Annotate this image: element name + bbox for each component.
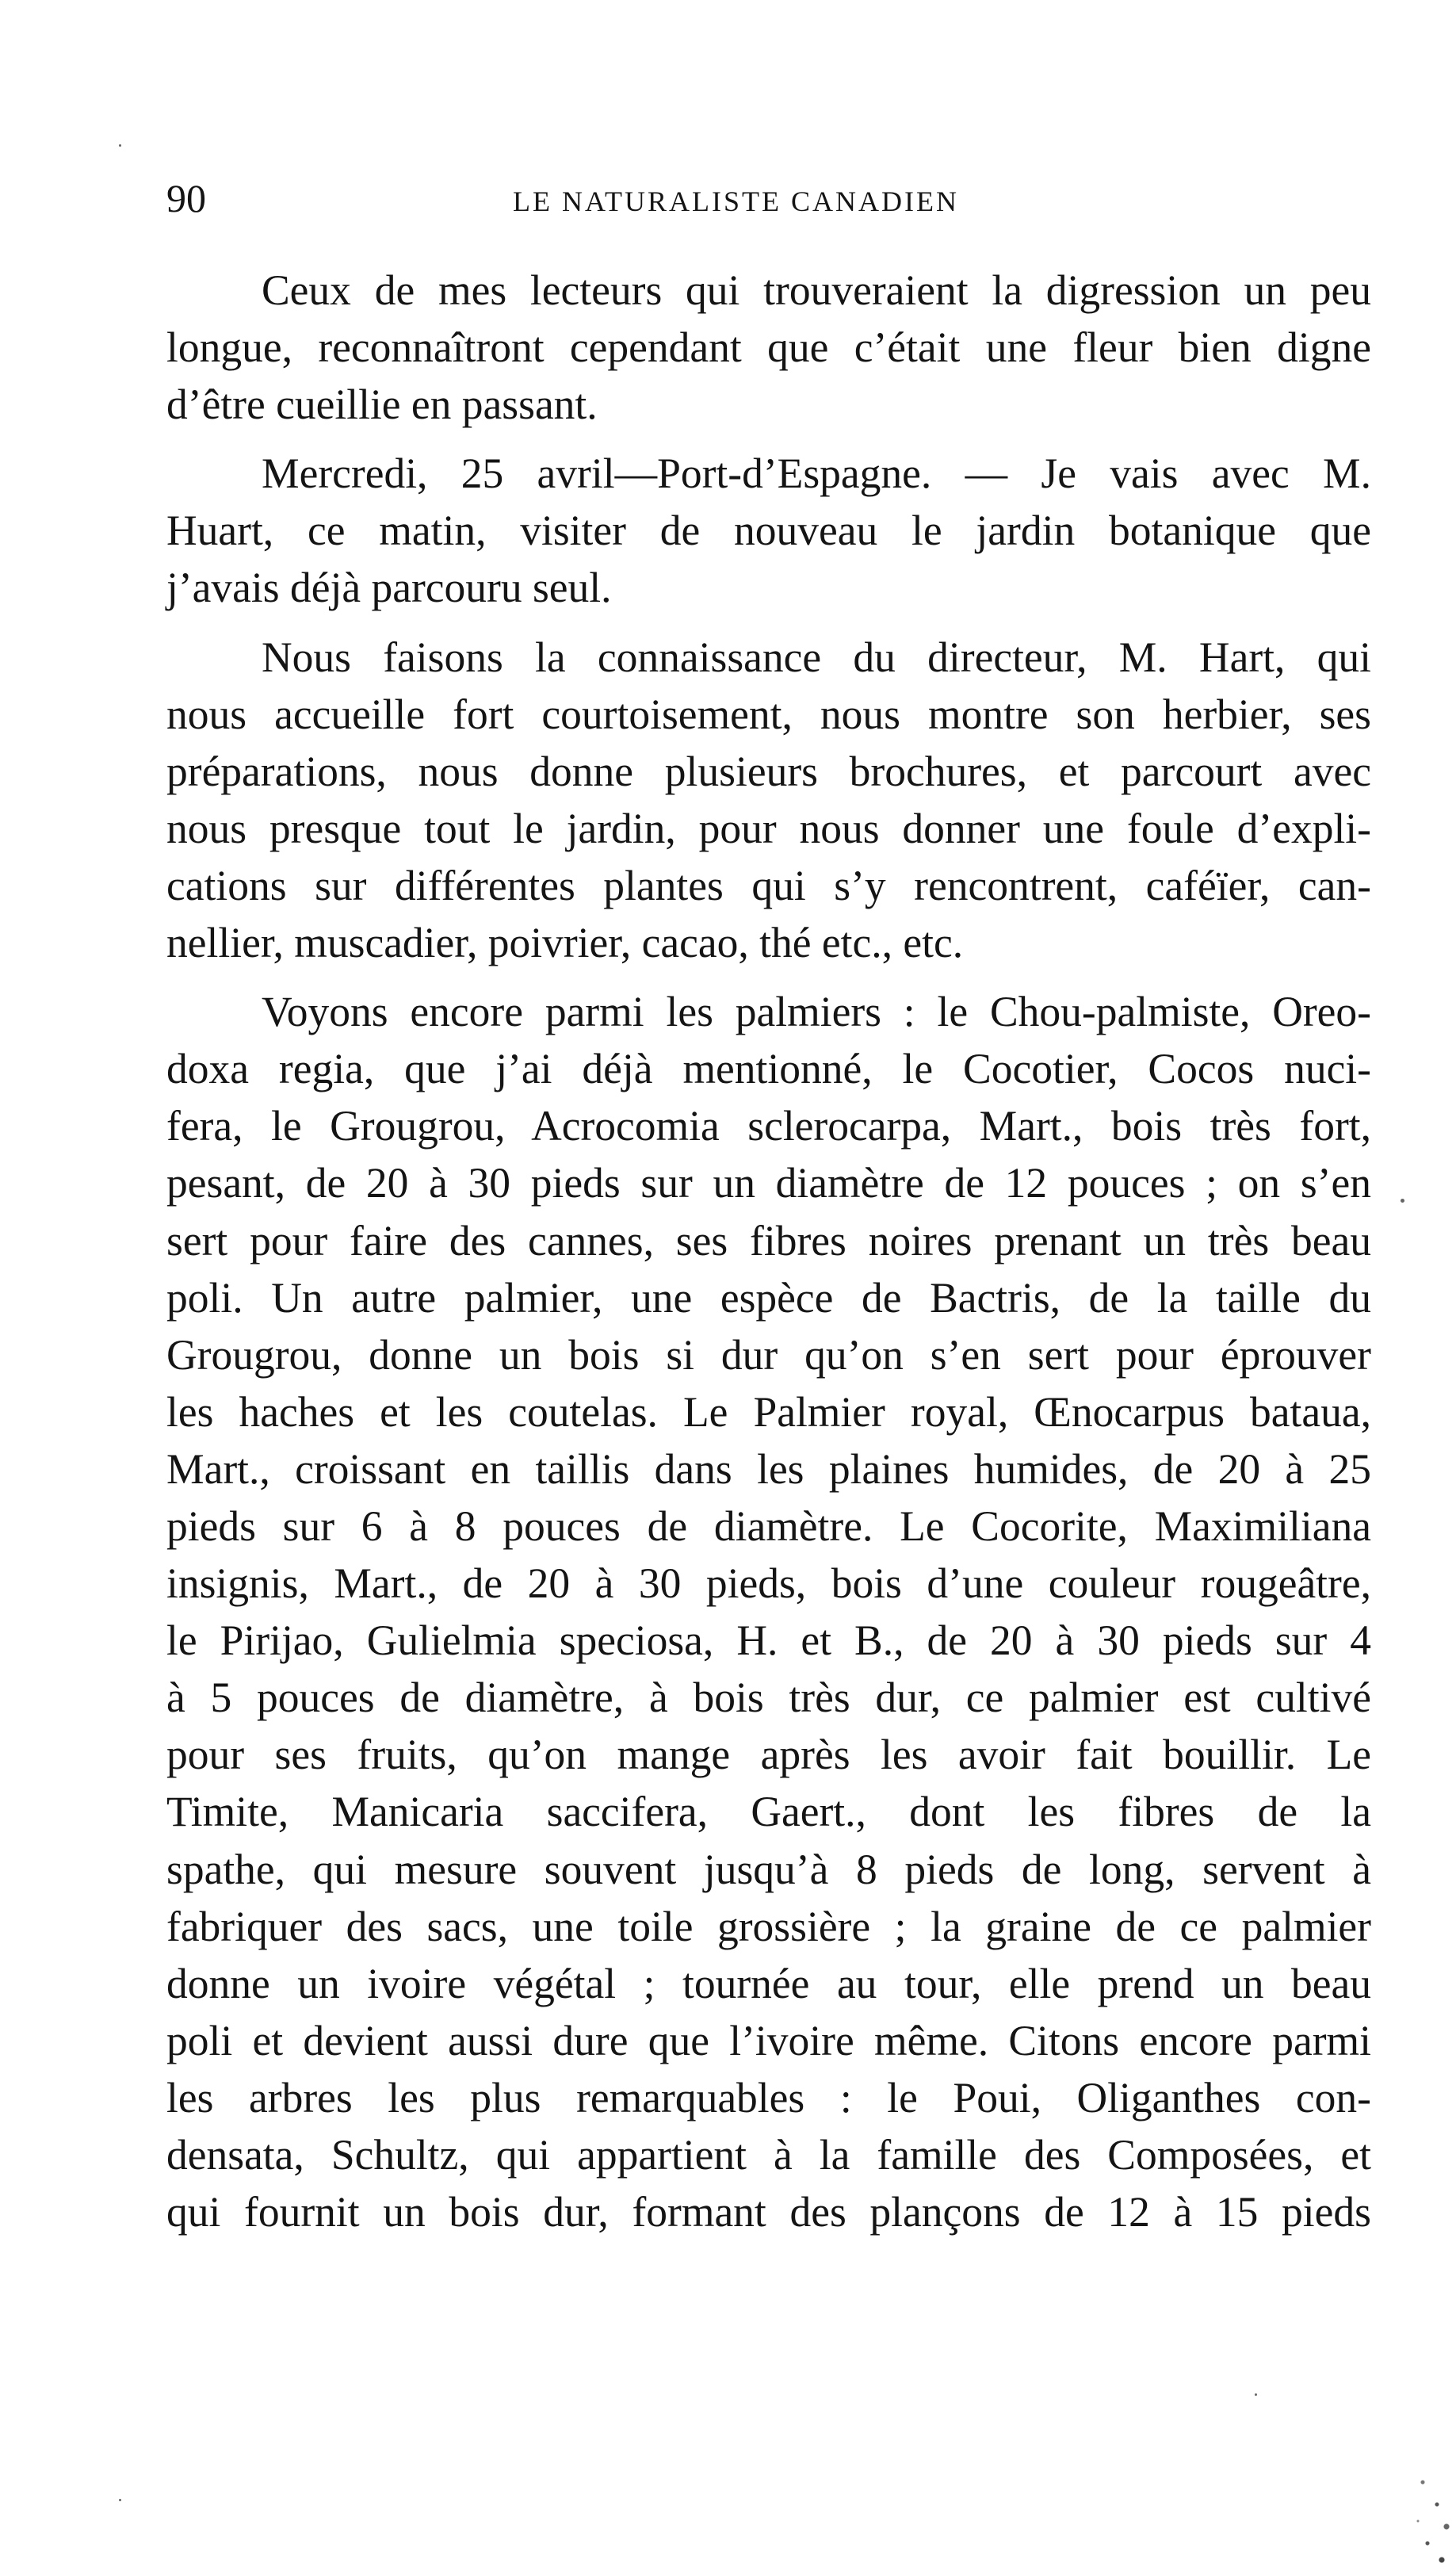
text-line: cations sur différentes plantes qui s’y rencontrent, caféïer, can- <box>166 861 1371 909</box>
text-line: densata, Schultz, qui appartient à la famille des Composées, et <box>166 2131 1371 2179</box>
text-line: Voyons encore parmi les palmiers : le Chou-palmiste, Oreo- <box>262 988 1371 1036</box>
paragraph-1 <box>166 262 1371 433</box>
text-line: pour ses fruits, qu’on mange après les avoir fait bouillir. Le <box>166 1731 1371 1779</box>
body-text <box>166 262 1371 2240</box>
text-line: Mercredi, 25 avril—Port-d’Espagne. — Je vais avec M. <box>262 450 1371 498</box>
paragraph-4 <box>166 983 1371 2240</box>
scan-speck <box>1401 1199 1404 1203</box>
text-line: nous presque tout le jardin, pour nous donner une foule d’expli- <box>166 804 1371 852</box>
text-line: Huart, ce matin, visiter de nouveau le jardin botanique que <box>166 507 1371 555</box>
text-line: poli. Un autre palmier, une espèce de Bactris, de la taille du <box>166 1273 1371 1322</box>
text-line: Ceux de mes lecteurs qui trouveraient la digression un peu <box>262 266 1371 314</box>
text-line: longue, reconnaîtront cependant que c’était une fleur bien digne <box>166 323 1371 372</box>
scan-speck <box>1255 2393 1257 2396</box>
scan-speck <box>119 144 121 147</box>
text-line: pieds sur 6 à 8 pouces de diamètre. Le Cocorite, Maximiliana <box>166 1502 1371 1550</box>
text-line: le Pirijao, Gulielmia speciosa, H. et B., de 20 à 30 pieds sur 4 <box>166 1616 1371 1665</box>
text-line: Grougrou, donne un bois si dur qu’on s’en sert pour éprouver <box>166 1330 1371 1379</box>
text-line: à 5 pouces de diamètre, à bois très dur, ce palmier est cultivé <box>166 1674 1371 1722</box>
page-header <box>166 176 1371 224</box>
page-number: 90 <box>166 176 206 220</box>
text-line: pesant, de 20 à 30 pieds sur un diamètre de 12 pouces ; on s’en <box>166 1159 1371 1207</box>
text-line: nous accueille fort courtoisement, nous montre son herbier, ses <box>166 690 1371 738</box>
text-line: Mart., croissant en taillis dans les plaines humides, de 20 à 25 <box>166 1444 1371 1493</box>
text-line: spathe, qui mesure souvent jusqu’à 8 pieds de long, servent à <box>166 1845 1371 1893</box>
scan-noise <box>1408 2460 1456 2571</box>
text-line: les haches et les coutelas. Le Palmier royal, Œnocarpus bataua, <box>166 1387 1371 1436</box>
text-line: poli et devient aussi dure que l’ivoire même. Citons encore parmi <box>166 2016 1371 2064</box>
text-line: doxa regia, que j’ai déjà mentionné, le Cocotier, Cocos nuci- <box>166 1045 1371 1093</box>
text-line: les arbres les plus remarquables : le Poui, Oliganthes con- <box>166 2073 1371 2121</box>
text-line: Timite, Manicaria saccifera, Gaert., dont les fibres de la <box>166 1788 1371 1836</box>
paragraph-2 <box>166 445 1371 616</box>
text-line: d’être cueillie en passant. <box>166 381 598 429</box>
text-line: donne un ivoire végétal ; tournée au tour, elle prend un beau <box>166 1959 1371 2007</box>
scan-speck <box>119 2499 121 2501</box>
text-line: fabriquer des sacs, une toile grossière ; la graine de ce palmier <box>166 1902 1371 1950</box>
text-line: j’avais déjà parcouru seul. <box>166 564 612 612</box>
text-line: nellier, muscadier, poivrier, cacao, thé etc., etc. <box>166 919 964 967</box>
text-line: préparations, nous donne plusieurs brochures, et parcourt avec <box>166 747 1371 795</box>
text-line: qui fournit un bois dur, formant des plançons de 12 à 15 pieds <box>166 2188 1371 2236</box>
text-line: sert pour faire des cannes, ses fibres noires prenant un très beau <box>166 1216 1371 1264</box>
text-line: insignis, Mart., de 20 à 30 pieds, bois d’une couleur rougeâtre, <box>166 1559 1371 1608</box>
text-line: fera, le Grougrou, Acrocomia sclerocarpa, Mart., bois très fort, <box>166 1102 1371 1150</box>
running-head: LE NATURALISTE CANADIEN <box>513 186 959 217</box>
paragraph-3 <box>166 629 1371 972</box>
text-line: Nous faisons la connaissance du directeur, M. Hart, qui <box>262 633 1371 681</box>
